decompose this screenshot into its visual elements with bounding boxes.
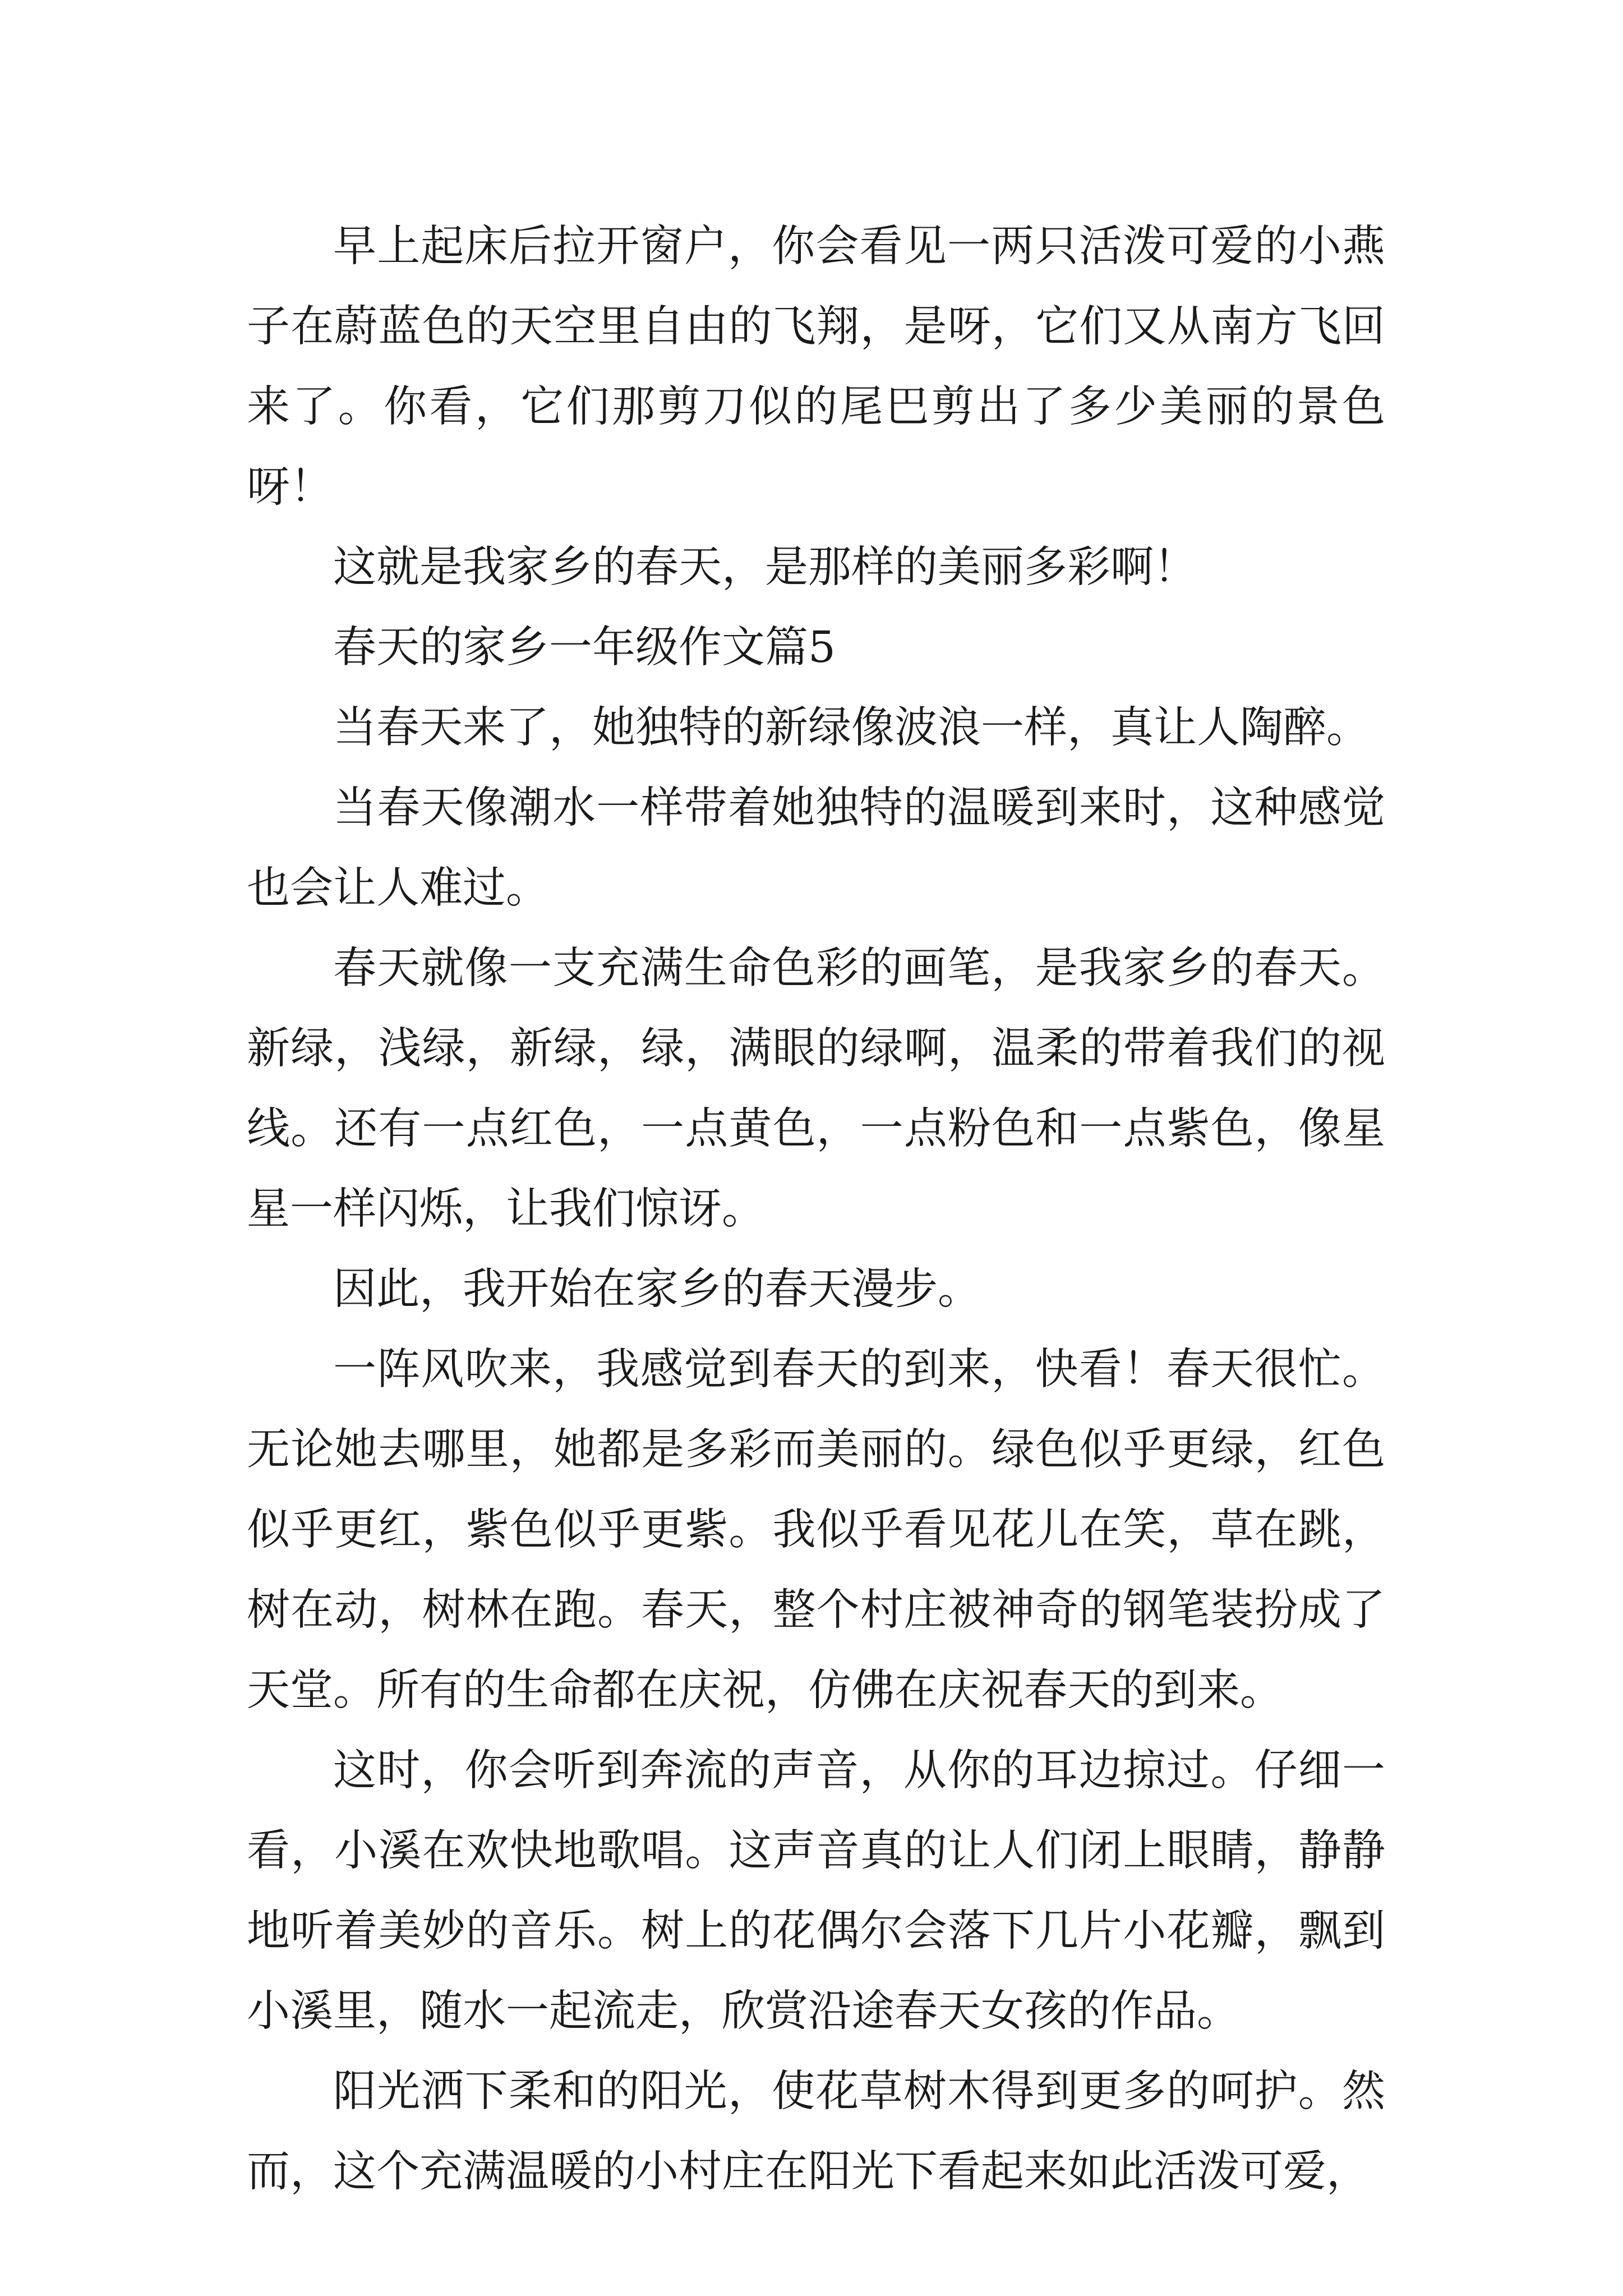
paragraph-swallows: 早上起床后拉开窗户，你会看见一两只活泼可爱的小燕子在蔚蓝色的天空里自由的飞翔，是呀，它们又从南方飞回来了。你看，它们那剪刀似的尾巴剪出了多少美丽的景色呀！ [247, 222, 1385, 512]
paragraph-wind: 一阵风吹来，我感觉到春天的到来，快看！春天很忙。无论她去哪里，她都是多彩而美丽的。绿色似乎更绿，红色似乎更红，紫色似乎更紫。我似乎看见花儿在笑，草在跳，树在动，树林在跑。春天，整个村庄被神奇的钢笔装扮成了天堂。所有的生命都在庆祝，仿佛在庆祝春天的到来。 [247, 1345, 1385, 1715]
paragraph-stroll: 因此，我开始在家乡的春天漫步。 [333, 1264, 981, 1314]
paragraph-sunshine: 阳光洒下柔和的阳光，使花草树木得到更多的呵护。然而，这个充满温暖的小村庄在阳光下看起来如此活泼可爱， [247, 2067, 1385, 2197]
essay-title: 春天的家乡一年级作文篇5 [333, 623, 836, 673]
paragraph-warmth: 当春天像潮水一样带着她独特的温暖到来时，这种感觉也会让人难过。 [247, 783, 1385, 913]
paragraph-stream: 这时，你会听到奔流的声音，从你的耳边掠过。仔细一看，小溪在欢快地歌唱。这声音真的让人们闭上眼睛，静静地听着美妙的音乐。树上的花偶尔会落下几片小花瓣，飘到小溪里，随水一起流走，欣赏沿途春天女孩的作品。 [247, 1746, 1385, 2036]
paragraph-paintbrush: 春天就像一支充满生命色彩的画笔，是我家乡的春天。新绿，浅绿，新绿，绿，满眼的绿啊，温柔的带着我们的视线。还有一点红色，一点黄色，一点粉色和一点紫色，像星星一样闪烁，让我们惊讶。 [247, 944, 1385, 1234]
essay-body [247, 206, 1385, 2212]
paragraph-hometown-spring: 这就是我家乡的春天，是那样的美丽多彩啊！ [333, 542, 1197, 592]
paragraph-new-green: 当春天来了，她独特的新绿像波浪一样，真让人陶醉。 [333, 703, 1370, 753]
